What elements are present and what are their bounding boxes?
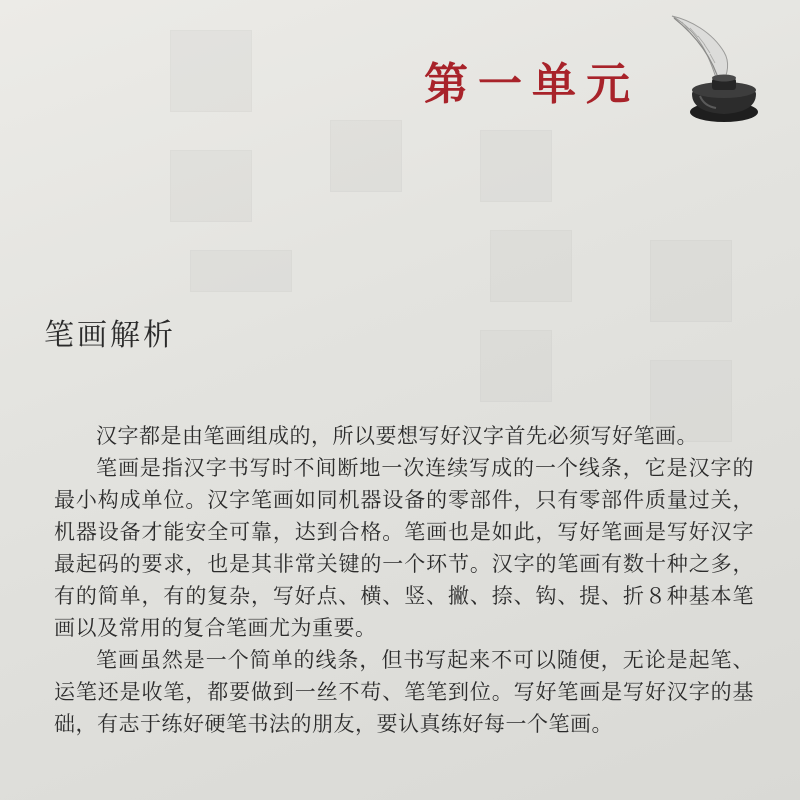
- section-heading: 笔画解析: [44, 318, 176, 353]
- inkwell-quill-icon: [660, 8, 770, 128]
- unit-title: 第一单元: [424, 59, 640, 110]
- paragraph: 笔画虽然是一个简单的线条，但书写起来不可以随便，无论是起笔、运笔还是收笔，都要做到一丝不苟、笔笔到位。写好笔画是写好汉字的基础，有志于练好硬笔书法的朋友，要认真练好每一个笔画。: [54, 648, 754, 736]
- body-text: [54, 420, 754, 740]
- paragraph: 笔画是指汉字书写时不间断地一次连续写成的一个线条，它是汉字的最小构成单位。汉字笔画如同机器设备的零部件，只有零部件质量过关，机器设备才能安全可靠，达到合格。笔画也是如此，写好笔画是写好汉字最起码的要求，也是其非常关键的一个环节。汉字的笔画有数十种之多，有的简单，有的复杂，写好点、横、竖、撇、捺、钩、提、折８种基本笔画以及常用的复合笔画尤为重要。: [54, 456, 754, 640]
- paragraph: 汉字都是由笔画组成的，所以要想写好汉字首先必须写好笔画。: [96, 424, 698, 448]
